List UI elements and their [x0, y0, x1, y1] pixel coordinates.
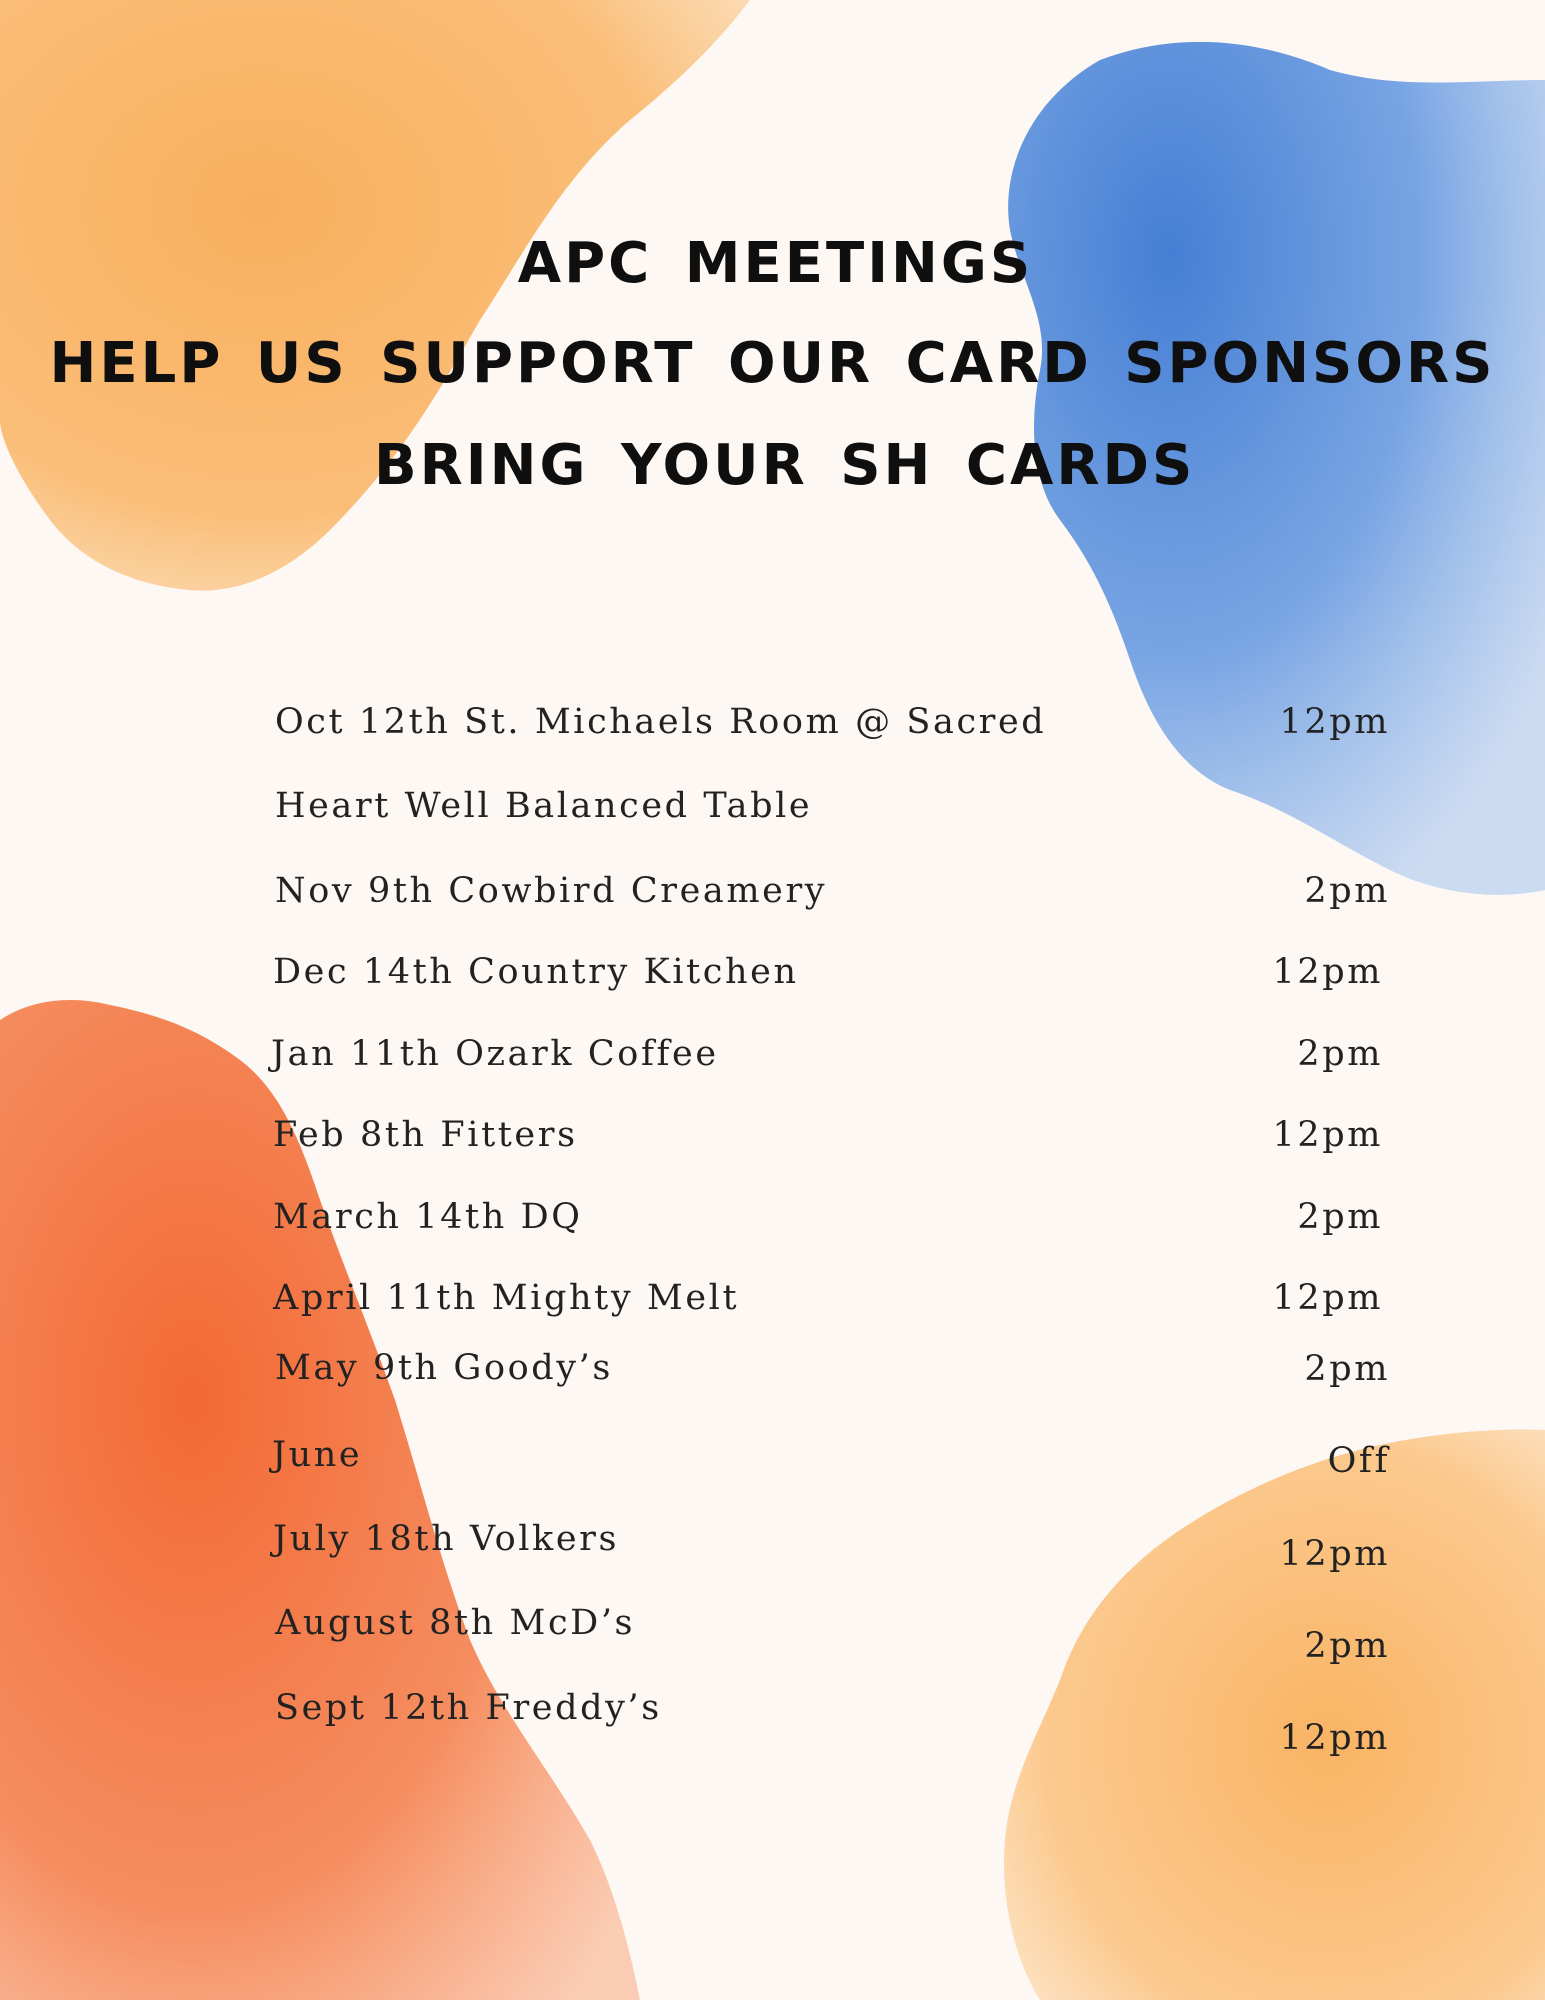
schedule-time: 2pm — [1297, 1197, 1383, 1237]
schedule-event: March 14th DQ — [273, 1197, 583, 1237]
headline-line-2: HELP US SUPPORT OUR CARD SPONSORS — [49, 331, 1496, 396]
schedule-event: May 9th Goody’s — [275, 1348, 613, 1388]
schedule-event: Nov 9th Cowbird Creamery — [275, 871, 828, 911]
schedule-time: 2pm — [1304, 1626, 1390, 1666]
schedule-event: Sept 12th Freddy’s — [275, 1688, 662, 1728]
schedule-event: Oct 12th St. Michaels Room @ Sacred — [275, 702, 1047, 742]
schedule-event: Heart Well Balanced Table — [275, 786, 813, 826]
schedule-time: 12pm — [1272, 952, 1383, 992]
orange-blob-bottom-right — [1004, 1430, 1545, 2000]
schedule-time: 12pm — [1279, 1534, 1390, 1574]
schedule-time: 12pm — [1272, 1278, 1383, 1318]
schedule-time: Off — [1327, 1441, 1390, 1481]
schedule-time: 2pm — [1297, 1034, 1383, 1074]
schedule-event: August 8th McD’s — [275, 1603, 636, 1643]
schedule-time: 12pm — [1272, 1115, 1383, 1155]
schedule-event: June — [272, 1435, 363, 1475]
schedule-event: Jan 11th Ozark Coffee — [271, 1034, 719, 1074]
schedule-event: Feb 8th Fitters — [273, 1115, 578, 1155]
schedule-time: 12pm — [1279, 1718, 1390, 1758]
schedule-time: 2pm — [1304, 1349, 1390, 1389]
schedule-time: 2pm — [1304, 871, 1390, 911]
headline-line-3: BRING YOUR SH CARDS — [374, 433, 1196, 498]
schedule-event: Dec 14th Country Kitchen — [273, 952, 799, 992]
headline-line-1: APC MEETINGS — [517, 231, 1034, 296]
schedule-time: 12pm — [1279, 702, 1390, 742]
schedule-event: April 11th Mighty Melt — [273, 1278, 740, 1318]
schedule-event: July 18th Volkers — [273, 1519, 620, 1559]
